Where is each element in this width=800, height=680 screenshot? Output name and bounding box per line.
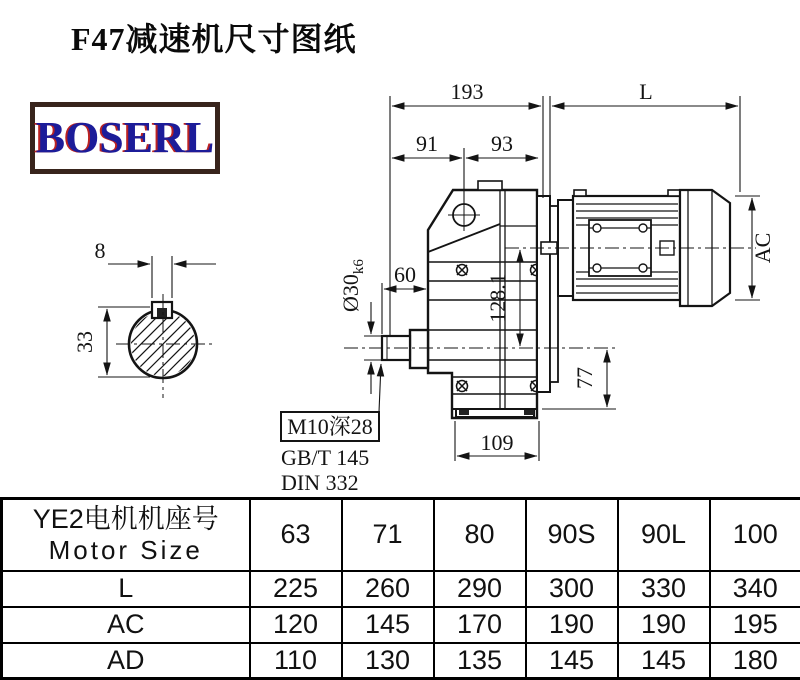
logo-text: BOSERL	[36, 116, 215, 160]
cell: 130	[342, 643, 434, 679]
key	[157, 308, 167, 317]
table-row-AC	[2, 607, 800, 643]
dim-label-AC: AC	[750, 233, 775, 264]
dim-label-109: 109	[481, 430, 514, 455]
cell: 300	[526, 571, 618, 607]
dim-label-shaft-dia: $Ø30_{k6}$	[338, 259, 367, 312]
row-label: AC	[2, 607, 250, 643]
housing-plug	[478, 181, 502, 190]
cell: 260	[342, 571, 434, 607]
header-label-cn: YE2电机机座号	[3, 503, 249, 535]
cell: 290	[434, 571, 526, 607]
cell: 145	[342, 607, 434, 643]
header-label-en: Motor Size	[3, 535, 249, 566]
output-shaft	[382, 330, 428, 368]
dim-label-8: 8	[95, 238, 106, 263]
cell: 170	[434, 607, 526, 643]
header-col: 100	[710, 499, 800, 571]
header-col: 80	[434, 499, 526, 571]
dim-label-77: 77	[572, 367, 597, 389]
cell: 340	[710, 571, 800, 607]
page-title: F47减速机尺寸图纸	[71, 14, 357, 60]
notes	[281, 412, 379, 495]
cell: 190	[526, 607, 618, 643]
dim-label-193: 193	[451, 80, 484, 104]
dim-label-L: L	[639, 80, 652, 104]
cell: 145	[618, 643, 710, 679]
dim-label-93: 93	[491, 131, 513, 156]
cell: 330	[618, 571, 710, 607]
header-col: 90S	[526, 499, 618, 571]
cell: 110	[250, 643, 342, 679]
dimension-drawing	[0, 80, 800, 498]
dim-label-91: 91	[416, 131, 438, 156]
dim-label-33: 33	[72, 331, 97, 353]
dim-label-60: 60	[394, 262, 416, 287]
header-col: 71	[342, 499, 434, 571]
gearbox-housing	[382, 181, 542, 418]
cell: 120	[250, 607, 342, 643]
cell: 225	[250, 571, 342, 607]
cell: 135	[434, 643, 526, 679]
cell: 190	[618, 607, 710, 643]
motor	[537, 190, 730, 392]
header-col: 90L	[618, 499, 710, 571]
motor-size-table	[0, 497, 800, 680]
gearbox-flange	[537, 196, 550, 392]
shaft-cross-section	[43, 238, 271, 420]
cell: 195	[710, 607, 800, 643]
table-header-row	[2, 499, 800, 571]
dim-key-width	[108, 256, 216, 298]
table-row-AD	[2, 643, 800, 679]
bottom-flange	[452, 409, 537, 417]
dim-label-128-1: 128.1	[485, 273, 510, 323]
row-label: AD	[2, 643, 250, 679]
row-label: L	[2, 571, 250, 607]
note-tap: M10深28	[287, 414, 373, 439]
cell: 145	[526, 643, 618, 679]
cell: 180	[710, 643, 800, 679]
header-motor-size	[2, 499, 250, 571]
table-row-L	[2, 571, 800, 607]
note-std-gb: GB/T 145	[281, 445, 369, 470]
note-std-din: DIN 332	[281, 470, 359, 495]
header-col: 63	[250, 499, 342, 571]
